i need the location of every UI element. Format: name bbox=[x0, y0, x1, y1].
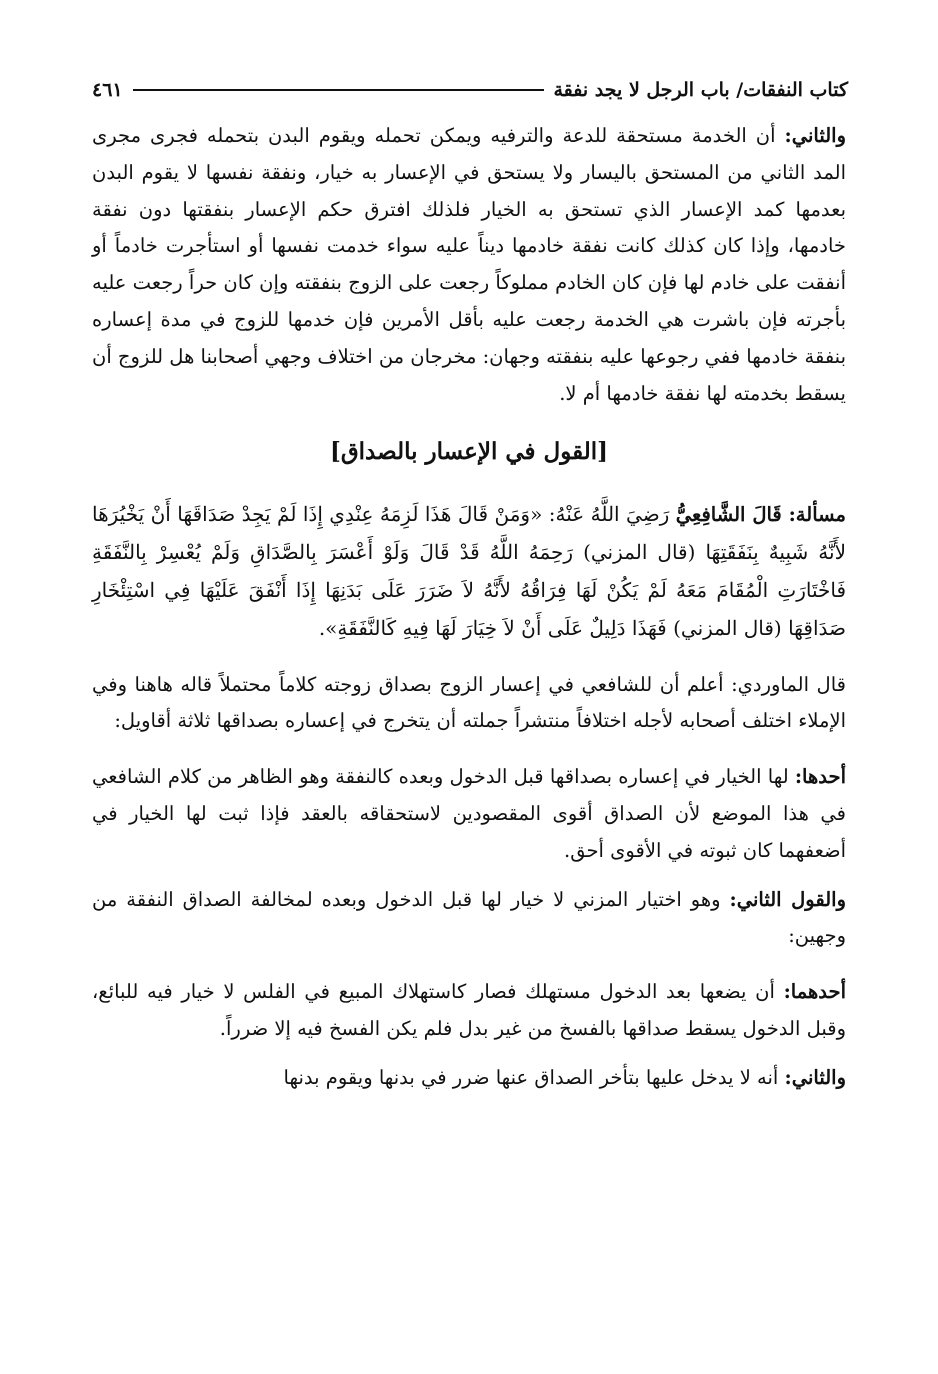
paragraph-text: وهو اختيار المزني لا خيار لها قبل الدخول وبعده لمخالفة الصداق النفقة من وجهين: bbox=[92, 887, 846, 948]
paragraph-text: أن الخدمة مستحقة للدعة والترفيه ويمكن تحمله ويقوم البدن بتحمله فجرى مجرى المد الثاني من المستحق باليسار ولا يستحق في الإعسار به خيار، ونفقة نفسها لا يقوم البدن بعدمها كمد الإعسار الذي تستحق به الخيار فلذلك افترق حكم الإعسار بنفقتها دون نفقة خادمها، وإذا كان كذلك كانت نفقة خادمها ديناً عليه سواء خدمت نفسها أو استأجرت خادماً أو أنفقت على خادم لها فإن كان الخادم مملوكاً رجعت على الزوج بنفقته وإن كان حراً رجعت عليه بأجرته فإن باشرت هي الخدمة رجعت عليه بأقل الأمرين فإن خدمها للزوج في مدة إعساره بنفقة خادمها ففي رجوعها عليه بنفقته وجهان: مخرجان من اختلاف وجهي أصحابنا هل للزوج أن يسقط بخدمته لها نفقة خادمها أم لا. bbox=[92, 124, 846, 405]
paragraph-first-opinion bbox=[92, 759, 846, 869]
running-title: كتاب النفقات/ باب الرجل لا يجد نفقة bbox=[553, 79, 848, 101]
page-header bbox=[92, 70, 848, 110]
paragraph-lead: والثاني: bbox=[784, 124, 846, 147]
section-heading: [القول في الإعسار بالصداق] bbox=[329, 438, 609, 466]
page-body bbox=[92, 118, 846, 1097]
paragraph-lead: والقول الثاني: bbox=[729, 887, 847, 911]
paragraph-first-aspect bbox=[92, 974, 846, 1048]
paragraph-text: أنه لا يدخل عليها بتأخر الصداق عنها ضرر في بدنها ويقوم بدنها bbox=[283, 1065, 785, 1089]
masala-paragraph bbox=[92, 496, 846, 647]
paragraph-mawardi bbox=[92, 667, 846, 741]
paragraph-second-aspect bbox=[92, 1060, 846, 1097]
paragraph-lead: أحدها: bbox=[794, 765, 846, 789]
paragraph-text: لها الخيار في إعساره بصداقها قبل الدخول وبعده كالنفقة وهو الظاهر من كلام الشافعي في هذا الموضع لأن الصداق أقوى المقصودين لاستحقاقه بالعقد فإذا ثبت لها الخيار في أضعفهما كان ثبوته في الأقوى أحق. bbox=[92, 765, 846, 862]
paragraph-lead: والثاني: bbox=[784, 1065, 846, 1089]
paragraph-second-opinion bbox=[92, 882, 846, 956]
page-number: ٤٦١ bbox=[92, 79, 123, 101]
masala-quote: رَضِيَ اللَّهُ عَنْهُ: «وَمَنْ قَالَ هَذَا لَزِمَهُ عِنْدِي إِذَا لَمْ يَجِدْ صَدَاقَهَا أَنْ يَخْيُرَهَا لأَنَّهُ شَبِيهٌ بِنَفَقَتِهَا (قال المزني) رَحِمَهُ اللَّهُ قَدْ قَالَ وَلَوْ أَعْسَرَ بِالصَّدَاقِ وَلَمْ يُعْسِرْ بِالنَّفَقَةِ فَاخْتَارَتِ الْمُقَامَ مَعَهُ لَمْ يَكُنْ لَهَا فِرَاقُهُ لأَنَّهُ لاَ ضَرَرَ عَلَى بَدَنِهَا إِذَا أَنْفَقَ عَلَيْهَا فِي اسْتِئْخَارِ صَدَاقِهَا (قال المزني) فَهَذَا دَلِيلٌ عَلَى أَنْ لاَ خِيَارَ لَهَا فِيهِ كَالنَّفَقَةِ». bbox=[92, 502, 846, 640]
paragraph-text: أن يضعها بعد الدخول مستهلك فصار كاستهلاك المبيع في الفلس لا خيار فيه للبائع، وقبل الدخول يسقط صداقها بالفسخ من غير بدل فلم يكن الفسخ فيه إلا ضرراً. bbox=[92, 980, 846, 1040]
paragraph-second-reason bbox=[92, 118, 846, 412]
masala-lead: مسألة: قَالَ الشَّافِعِيُّ bbox=[675, 503, 846, 527]
header-rule bbox=[133, 89, 544, 91]
paragraph-text: قال الماوردي: أعلم أن للشافعي في إعسار الزوج بصداق زوجته كلاماً محتملاً قاله هاهنا وفي الإملاء اختلف أصحابه لأجله اختلافاً منتشراً جملته أن يتخرج في إعساره بصداقها ثلاثة أقاويل: bbox=[92, 672, 846, 733]
paragraph-lead: أحدهما: bbox=[783, 980, 846, 1004]
